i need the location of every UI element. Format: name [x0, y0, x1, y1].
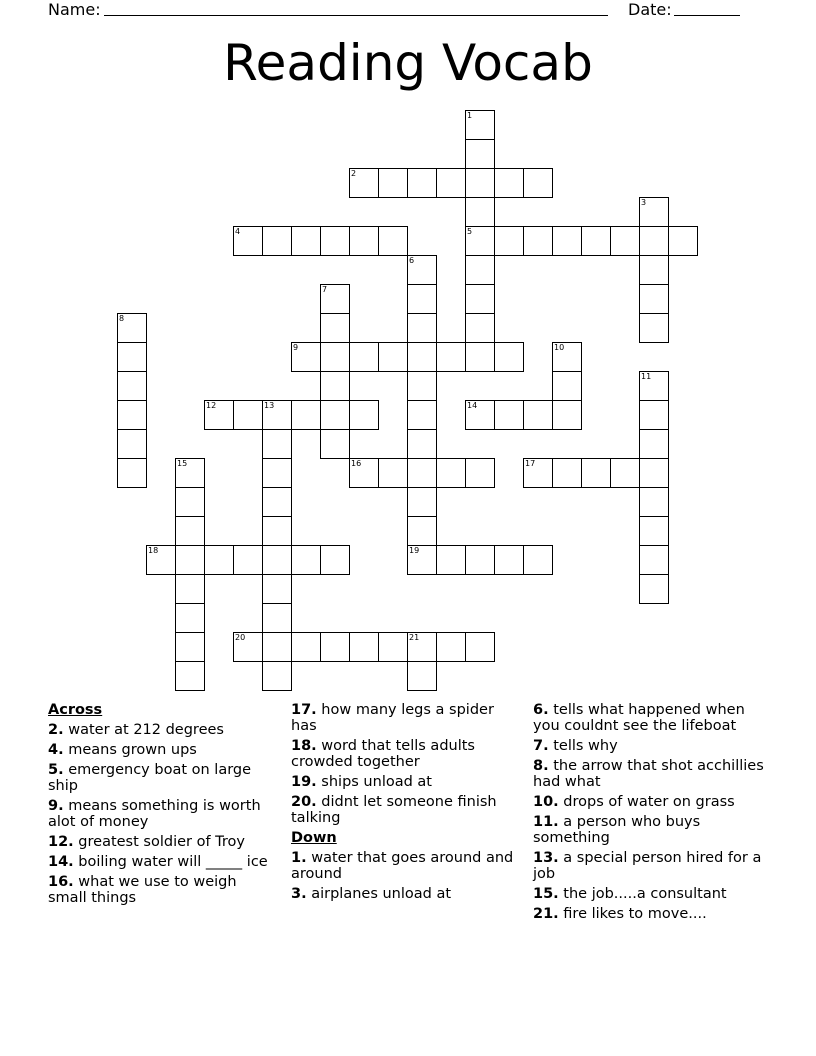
grid-cell[interactable]	[639, 545, 669, 575]
grid-cell[interactable]	[378, 342, 408, 372]
grid-cell[interactable]	[436, 342, 466, 372]
grid-cell[interactable]	[320, 429, 350, 459]
cell-number: 6	[409, 256, 415, 265]
grid-cell[interactable]	[465, 139, 495, 169]
grid-cell[interactable]	[320, 226, 350, 256]
grid-cell[interactable]	[320, 371, 350, 401]
clue	[291, 850, 516, 882]
clue	[533, 794, 773, 810]
cell-number: 14	[467, 401, 478, 410]
grid-cell[interactable]	[436, 458, 466, 488]
clue-number: 3.	[291, 886, 307, 902]
grid-cell[interactable]	[581, 226, 611, 256]
grid-cell[interactable]	[407, 458, 437, 488]
grid-cell[interactable]	[175, 603, 205, 633]
grid-cell[interactable]	[407, 400, 437, 430]
cell-number: 16	[351, 459, 362, 468]
grid-cell[interactable]	[407, 661, 437, 691]
clue-text: greatest soldier of Troy	[73, 834, 245, 850]
grid-cell[interactable]	[117, 313, 147, 343]
clue-number: 19.	[291, 774, 317, 790]
cell-number: 18	[148, 546, 159, 555]
grid-cell[interactable]	[639, 226, 669, 256]
clue	[48, 834, 273, 850]
grid-cell[interactable]	[262, 603, 292, 633]
grid-cell[interactable]	[262, 545, 292, 575]
grid-cell[interactable]	[117, 429, 147, 459]
clue	[48, 762, 273, 794]
name-label: Name:	[48, 0, 101, 19]
clue	[533, 738, 773, 754]
grid-cell[interactable]	[436, 545, 466, 575]
clue	[533, 758, 773, 790]
grid-cell[interactable]	[175, 487, 205, 517]
grid-cell[interactable]	[262, 632, 292, 662]
clue-text: didnt let someone finish talking	[291, 794, 497, 826]
clue-text: boiling water will _____ ice	[73, 854, 268, 870]
clue-number: 18.	[291, 738, 317, 754]
grid-cell[interactable]	[262, 400, 292, 430]
cell-number: 11	[641, 372, 652, 381]
clue-text: water at 212 degrees	[63, 722, 224, 738]
grid-cell[interactable]	[639, 400, 669, 430]
grid-cell[interactable]	[465, 342, 495, 372]
grid-cell[interactable]	[320, 284, 350, 314]
clue-number: 1.	[291, 850, 307, 866]
cell-number: 5	[467, 227, 473, 236]
grid-cell[interactable]	[175, 632, 205, 662]
grid-cell[interactable]	[494, 168, 524, 198]
grid-cell[interactable]	[407, 284, 437, 314]
grid-cell[interactable]	[552, 400, 582, 430]
clue	[291, 774, 516, 790]
grid-cell[interactable]	[407, 371, 437, 401]
grid-cell[interactable]	[465, 284, 495, 314]
clue-number: 8.	[533, 758, 549, 774]
clue	[48, 798, 273, 830]
grid-cell[interactable]	[465, 168, 495, 198]
grid-cell[interactable]	[465, 458, 495, 488]
cell-number: 15	[177, 459, 188, 468]
grid-cell[interactable]	[494, 545, 524, 575]
clue-number: 15.	[533, 886, 559, 902]
grid-cell[interactable]	[465, 226, 495, 256]
clue-text: water that goes around and around	[291, 850, 514, 882]
cell-number: 12	[206, 401, 217, 410]
clue-number: 11.	[533, 814, 559, 830]
grid-cell[interactable]	[349, 458, 379, 488]
clue-text: drops of water on grass	[558, 794, 735, 810]
grid-cell[interactable]	[436, 168, 466, 198]
grid-cell[interactable]	[320, 342, 350, 372]
grid-cell[interactable]	[639, 197, 669, 227]
clue	[533, 702, 773, 734]
grid-cell[interactable]	[610, 226, 640, 256]
grid-cell[interactable]	[262, 487, 292, 517]
grid-cell[interactable]	[262, 458, 292, 488]
clue	[533, 814, 773, 846]
grid-cell[interactable]	[639, 516, 669, 546]
grid-cell[interactable]	[581, 458, 611, 488]
grid-cell[interactable]	[523, 226, 553, 256]
grid-cell[interactable]	[349, 400, 379, 430]
down-heading: Down	[291, 830, 337, 846]
grid-cell[interactable]	[291, 400, 321, 430]
cell-number: 17	[525, 459, 536, 468]
grid-cell[interactable]	[523, 458, 553, 488]
clue-text: a person who buys something	[533, 814, 701, 846]
grid-cell[interactable]	[407, 255, 437, 285]
grid-cell[interactable]	[262, 429, 292, 459]
across-clue-list-cont	[291, 702, 516, 826]
across-heading: Across	[48, 702, 103, 718]
grid-cell[interactable]	[175, 661, 205, 691]
clue-text: the arrow that shot acchillies had what	[533, 758, 764, 790]
grid-cell[interactable]	[552, 371, 582, 401]
clue	[533, 906, 773, 922]
clue	[48, 742, 273, 758]
cell-number: 21	[409, 633, 420, 642]
clue	[48, 722, 273, 738]
grid-cell[interactable]	[291, 342, 321, 372]
grid-cell[interactable]	[494, 342, 524, 372]
cell-number: 2	[351, 169, 357, 178]
grid-cell[interactable]	[407, 168, 437, 198]
cell-number: 7	[322, 285, 328, 294]
grid-cell[interactable]	[639, 284, 669, 314]
grid-cell[interactable]	[523, 545, 553, 575]
grid-cell[interactable]	[552, 458, 582, 488]
grid-cell[interactable]	[320, 545, 350, 575]
grid-cell[interactable]	[407, 545, 437, 575]
grid-cell[interactable]	[291, 545, 321, 575]
grid-cell[interactable]	[494, 226, 524, 256]
grid-cell[interactable]	[233, 226, 263, 256]
cell-number: 13	[264, 401, 275, 410]
grid-cell[interactable]	[233, 545, 263, 575]
clue	[291, 794, 516, 826]
grid-cell[interactable]	[465, 110, 495, 140]
grid-cell[interactable]	[262, 661, 292, 691]
clue-text: tells what happened when you couldnt see the lifeboat	[533, 702, 745, 734]
grid-cell[interactable]	[204, 545, 234, 575]
grid-cell[interactable]	[639, 458, 669, 488]
grid-cell[interactable]	[465, 255, 495, 285]
clue-text: emergency boat on large ship	[48, 762, 252, 794]
clue-number: 4.	[48, 742, 64, 758]
grid-cell[interactable]	[320, 632, 350, 662]
grid-cell[interactable]	[639, 487, 669, 517]
grid-cell[interactable]	[523, 400, 553, 430]
grid-cell[interactable]	[262, 516, 292, 546]
clue	[291, 702, 516, 734]
clue-number: 17.	[291, 702, 317, 718]
cell-number: 1	[467, 111, 473, 120]
cell-number: 3	[641, 198, 647, 207]
grid-cell[interactable]	[233, 632, 263, 662]
grid-cell[interactable]	[407, 429, 437, 459]
clue-text: word that tells adults crowded together	[291, 738, 475, 770]
grid-cell[interactable]	[639, 371, 669, 401]
grid-cell[interactable]	[349, 632, 379, 662]
clue-number: 16.	[48, 874, 74, 890]
grid-cell[interactable]	[378, 632, 408, 662]
cell-number: 8	[119, 314, 125, 323]
clue-text: ships unload at	[316, 774, 432, 790]
grid-cell[interactable]	[639, 255, 669, 285]
clues-column-1	[48, 702, 273, 910]
grid-cell[interactable]	[378, 168, 408, 198]
clue-number: 2.	[48, 722, 64, 738]
grid-cell[interactable]	[378, 458, 408, 488]
clue-number: 7.	[533, 738, 549, 754]
cell-number: 4	[235, 227, 241, 236]
grid-cell[interactable]	[175, 545, 205, 575]
down-clue-list-cont	[533, 702, 773, 922]
grid-cell[interactable]	[349, 168, 379, 198]
grid-cell[interactable]	[407, 487, 437, 517]
clue-number: 13.	[533, 850, 559, 866]
page-title: Reading Vocab	[223, 34, 593, 92]
grid-cell[interactable]	[465, 632, 495, 662]
grid-cell[interactable]	[291, 632, 321, 662]
clue-text: how many legs a spider has	[291, 702, 494, 734]
clue	[291, 886, 516, 902]
cell-number: 9	[293, 343, 299, 352]
clue-number: 5.	[48, 762, 64, 778]
grid-cell[interactable]	[262, 574, 292, 604]
grid-cell[interactable]	[407, 313, 437, 343]
grid-cell[interactable]	[465, 400, 495, 430]
clue	[291, 738, 516, 770]
clue-number: 14.	[48, 854, 74, 870]
clue-number: 9.	[48, 798, 64, 814]
grid-cell[interactable]	[204, 400, 234, 430]
grid-cell[interactable]	[610, 458, 640, 488]
cell-number: 20	[235, 633, 246, 642]
grid-cell[interactable]	[465, 313, 495, 343]
clue-text: airplanes unload at	[306, 886, 452, 902]
grid-cell[interactable]	[465, 197, 495, 227]
grid-cell[interactable]	[436, 632, 466, 662]
grid-cell[interactable]	[175, 516, 205, 546]
date-label: Date:	[628, 0, 672, 19]
clues-column-2	[291, 702, 516, 906]
grid-cell[interactable]	[407, 516, 437, 546]
clue-text: what we use to weigh small things	[48, 874, 237, 906]
grid-cell[interactable]	[349, 342, 379, 372]
grid-cell[interactable]	[320, 313, 350, 343]
grid-cell[interactable]	[117, 342, 147, 372]
grid-cell[interactable]	[146, 545, 176, 575]
grid-cell[interactable]	[291, 226, 321, 256]
grid-cell[interactable]	[117, 371, 147, 401]
clue-number: 10.	[533, 794, 559, 810]
grid-cell[interactable]	[117, 458, 147, 488]
clue-text: means grown ups	[63, 742, 197, 758]
down-clue-list	[291, 850, 516, 902]
clue-text: a special person hired for a job	[533, 850, 762, 882]
clue-text: tells why	[548, 738, 618, 754]
clues-column-3	[533, 702, 773, 926]
grid-cell[interactable]	[378, 226, 408, 256]
grid-cell[interactable]	[407, 632, 437, 662]
grid-cell[interactable]	[639, 313, 669, 343]
clue-number: 6.	[533, 702, 549, 718]
grid-cell[interactable]	[523, 168, 553, 198]
cell-number: 19	[409, 546, 420, 555]
clue	[533, 886, 773, 902]
grid-cell[interactable]	[175, 574, 205, 604]
grid-cell[interactable]	[262, 226, 292, 256]
clue	[533, 850, 773, 882]
clue-number: 21.	[533, 906, 559, 922]
grid-cell[interactable]	[465, 545, 495, 575]
clue-number: 20.	[291, 794, 317, 810]
clue-number: 12.	[48, 834, 74, 850]
grid-cell[interactable]	[552, 226, 582, 256]
grid-cell[interactable]	[639, 429, 669, 459]
clue-text: the job.....a consultant	[558, 886, 727, 902]
grid-cell[interactable]	[552, 342, 582, 372]
clue-text: fire likes to move....	[558, 906, 707, 922]
clue	[48, 854, 273, 870]
grid-cell[interactable]	[349, 226, 379, 256]
across-clue-list	[48, 722, 273, 906]
clue-text: means something is worth alot of money	[48, 798, 261, 830]
grid-cell[interactable]	[320, 400, 350, 430]
grid-cell[interactable]	[117, 400, 147, 430]
grid-cell[interactable]	[233, 400, 263, 430]
grid-cell[interactable]	[668, 226, 698, 256]
clue	[48, 874, 273, 906]
cell-number: 10	[554, 343, 565, 352]
grid-cell[interactable]	[175, 458, 205, 488]
grid-cell[interactable]	[494, 400, 524, 430]
grid-cell[interactable]	[407, 342, 437, 372]
grid-cell[interactable]	[639, 574, 669, 604]
